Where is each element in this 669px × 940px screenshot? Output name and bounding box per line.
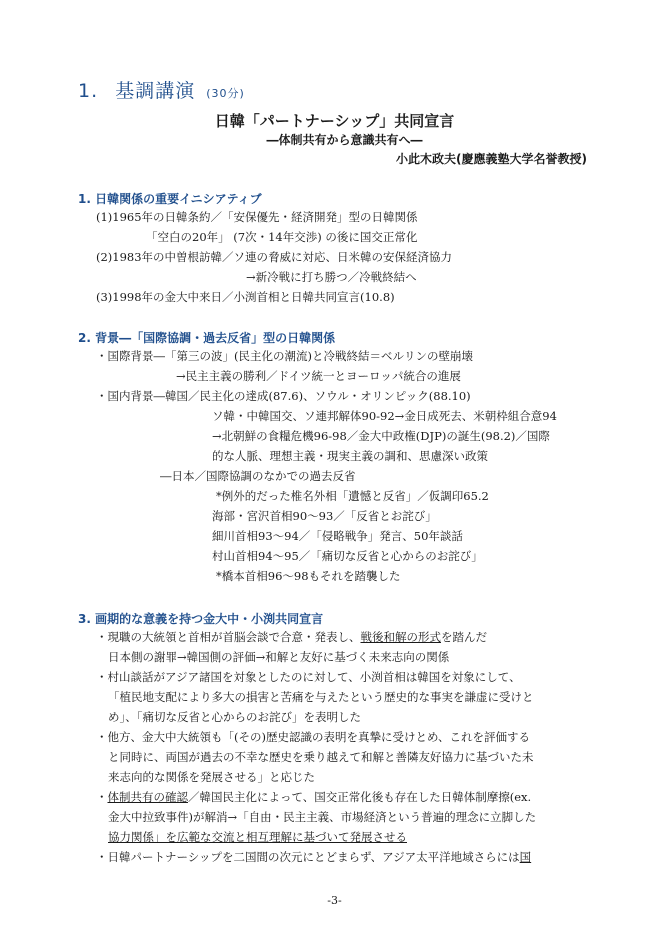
s3-bullet-5 (96, 849, 531, 865)
s3-b4-line-2: 金大中拉致事件)が解消→「自由・民主主義、市場経済という普遍的理念に立脚した (108, 810, 537, 824)
s3-b3-line-1: ・他方、金大中大統領も「(その)歴史認識の表明を真摯に受けとめ、これを評価する (96, 730, 531, 744)
s2-line-7: ―日本／国際協調のなかでの過去反省 (160, 469, 356, 483)
s1-line-2: 「空白の20年」 (7次・14年交渉) の後に国交正常化 (146, 230, 418, 244)
s2-line-9: 海部・宮沢首相90～93／「反省とお詫び」 (212, 509, 437, 523)
s2-line-3: ・国内背景―韓国／民主化の達成(87.6)、ソウル・オリンピック(88.10) (96, 389, 471, 403)
s1-line-1: (1)1965年の日韓条約／「安保優先・経済開発」型の日韓関係 (96, 210, 418, 224)
s3-b1-line-2: 日本側の謝罪→韓国側の評価→和解と友好に基づく未来志向の関係 (108, 650, 450, 664)
s3-b5-underlined: 国 (519, 850, 532, 864)
heading-duration: (30分) (206, 87, 245, 100)
document-subtitle: ―体制共有から意識共有へ― (266, 133, 423, 147)
s2-line-2: →民主主義の勝利／ドイツ統一とヨーロッパ統合の進展 (176, 369, 461, 383)
s3-b4-underlined: 体制共有の確認 (107, 790, 188, 804)
section-3-heading: 3. 画期的な意義を持つ金大中・小渕共同宣言 (78, 612, 324, 626)
section-2-heading: 2. 背景―「国際協調・過去反省」型の日韓関係 (78, 331, 336, 345)
s3-b4-text-pre: ・ (96, 790, 108, 804)
s2-line-10: 細川首相93～94／「侵略戦争」発言、50年談話 (212, 529, 463, 543)
s3-b4-text-post: ／韓国民主化によって、国交正常化後も存在した日韓体制摩擦(ex. (188, 790, 532, 804)
s1-line-5: (3)1998年の金大中来日／小渕首相と日韓共同宣言(10.8) (96, 290, 395, 304)
s2-line-6: 的な人脈、理想主義・現実主義の調和、思慮深い政策 (212, 449, 488, 463)
s3-bullet-1 (96, 629, 487, 645)
main-heading (78, 76, 245, 103)
s3-b2-line-3: め」、「痛切な反省と心からのお詫び」を表明した (108, 710, 361, 724)
s3-b2-line-2: 「植民地支配により多大の損害と苦痛を与えたという歴史的な事実を謙虚に受けと (108, 690, 534, 704)
s3-b1-text-pre: ・現職の大統領と首相が首脳会談で合意・発表し、 (96, 630, 361, 644)
page-number: -3- (327, 894, 342, 907)
s3-b2-line-1: ・村山談話がアジア諸国を対象としたのに対して、小渕首相は韓国を対象にして、 (96, 670, 521, 684)
s2-line-12: *橋本首相96～98もそれを踏襲した (216, 569, 401, 583)
s2-line-11: 村山首相94～95／「痛切な反省と心からのお詫び」 (212, 549, 483, 563)
s1-line-4: →新冷戦に打ち勝つ／冷戦終結へ (246, 270, 417, 284)
document-title: 日韓「パートナーシップ」共同宣言 (214, 112, 455, 130)
s3-b3-line-2: と同時に、両国が過去の不幸な歴史を乗り越えて和解と善隣友好協力に基づいた未 (108, 750, 534, 764)
s2-line-5: →北朝鮮の食糧危機96-98／金大中政権(DJP)の誕生(98.2)／国際 (212, 429, 550, 443)
author-line: 小此木政夫(慶應義塾大学名誉教授) (396, 152, 587, 166)
s3-b1-text-post: を踏んだ (441, 630, 487, 644)
heading-title: 基調講演 (115, 80, 196, 102)
s3-b3-line-3: 来志向的な関係を発展させる」と応じた (108, 770, 315, 784)
s2-line-1: ・国際背景―「第三の波」(民主化の潮流)と冷戦終結＝ベルリンの壁崩壊 (96, 349, 473, 363)
section-1-heading: 1. 日韓関係の重要イニシアティブ (78, 192, 262, 206)
s3-b4-line-3: 協力関係」を広範な交流と相互理解に基づいて発展させる (108, 830, 407, 844)
s3-b1-underlined: 戦後和解の形式 (360, 630, 441, 644)
s2-line-8: *例外的だった椎名外相「遺憾と反省」／仮調印65.2 (216, 489, 489, 503)
s2-line-4: ソ韓・中韓国交、ソ連邦解体90-92→金日成死去、米朝枠組合意94 (212, 409, 557, 423)
s3-b5-text-pre: ・日韓パートナーシップを二国間の次元にとどまらず、アジア太平洋地域さらには (96, 850, 520, 864)
s3-bullet-4 (96, 789, 531, 805)
s1-line-3: (2)1983年の中曽根訪韓／ソ連の脅威に対応、日米韓の安保経済協力 (96, 250, 453, 264)
heading-number: 1. (78, 80, 99, 102)
